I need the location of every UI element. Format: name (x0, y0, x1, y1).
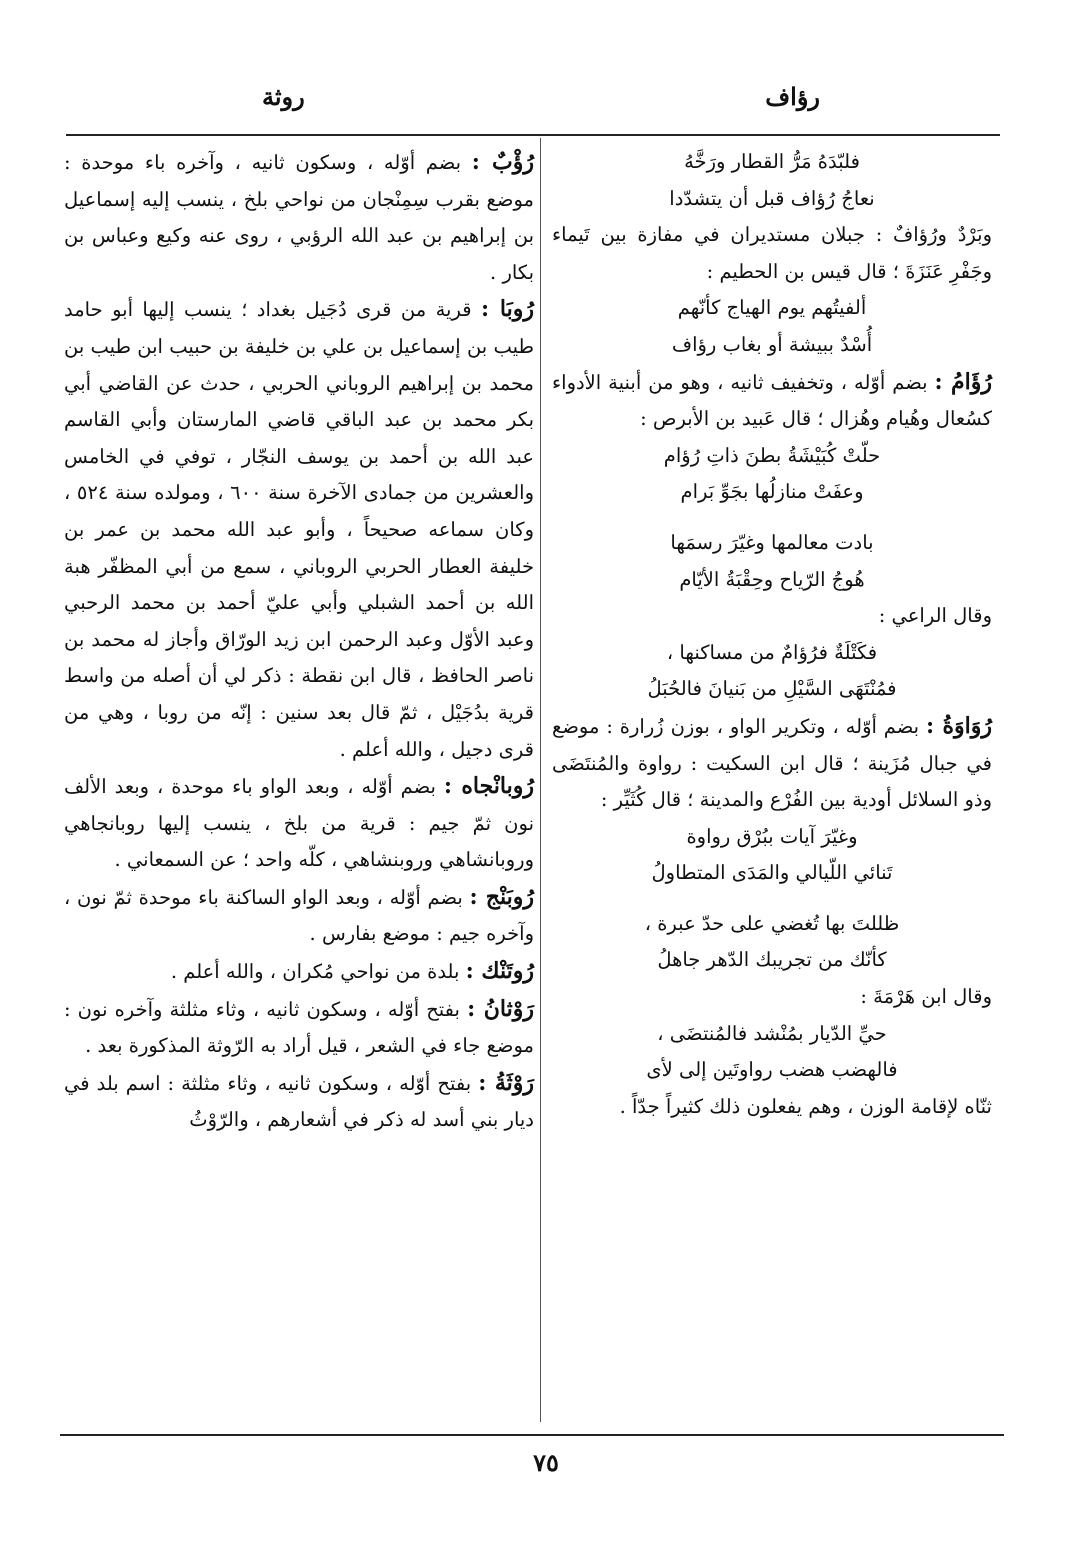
verse-line: فمُنْتَهَى السَّيْلِ من بَنيانَ فالحُبَلُ (647, 677, 897, 701)
running-head-right: رؤاف (765, 82, 820, 111)
verse-block (552, 144, 992, 217)
verse-line: ظللتَ بها تُغضي على حدّ عبرة ، (644, 911, 900, 935)
verse-block (552, 290, 992, 363)
dictionary-entry (552, 598, 992, 635)
verse-line: تَنائي اللّيالي والمَدَى المتطاولُ (651, 861, 893, 885)
verse-block (552, 1016, 992, 1089)
verse-block (552, 438, 992, 598)
dictionary-entry (64, 953, 534, 991)
entry-text: بضم أوّله ، وبعد الواو الساكنة باء موحدة ثمّ نون ، وآخره جيم : موضع بفارس . (64, 885, 534, 946)
entry-text: قرية من قرى دُجَيل بغداد ؛ ينسب إليها أبو حامد طيب بن إسماعيل بن علي بن خليفة بن حبيب ابن طيب بن محمد بن إبراهيم الروباني الحربي ، حدث عن القاضي أبي بكر محمد بن عبد الباقي قاضي المارستان وأبي القاسم عبد الله بن أحمد بن يوسف النجّار ، توفي في الخامس والعشرين من جمادى الآخرة سنة ٦٠٠ ، ومولده سنة ٥٢٤ ، وكان سماعه صحيحاً ، وأبو عبد الله محمد بن عمر بن خليفة العطار الحربي الروباني ، سمع من أبي المظفّر هبة الله بن أحمد الشبلي وأبي عليّ أحمد بن محمد الرحبي وعبد الأوّل وعبد الرحمن ابن زيد الورّاق وأجاز له محمد بن ناصر الحافظ ، قال ابن نقطة : ذكر لي أن أصله من واسط قرية بدُجَيْل ، ثمّ قال بعد سنين : إنّه من روبا ، وهي من قرى دجيل ، والله أعلم . (64, 298, 534, 761)
dictionary-entry (552, 708, 992, 819)
verse-line: وغيّرَ آيات ببُرْق رواوة (686, 824, 858, 848)
dictionary-entry (64, 1065, 534, 1139)
dictionary-entry (64, 144, 534, 291)
verse-line: حيِّ الدّيار بمُنْشد فالمُنتضَى ، (657, 1021, 887, 1045)
entry-text: بضم أوّله ، وتخفيف ثانيه ، وهو من أبنية الأدواء كسُعال وهُيام وهُزال ؛ قال عَبيد بن الأبرص : (552, 370, 992, 431)
entry-text: وقال الراعي : (878, 604, 992, 628)
dictionary-entry (552, 217, 992, 290)
verse-line: بادت معالمها وغيّرَ رسمَها (670, 530, 874, 554)
running-head-left: روثة (262, 82, 305, 111)
entry-headword: رُوتَنْك : (465, 958, 534, 985)
dictionary-entry (552, 1089, 992, 1126)
verse-line: كأنّك من تجريبك الدّهر جاهلُ (657, 948, 887, 972)
dictionary-entry (552, 979, 992, 1016)
dictionary-entry (64, 879, 534, 953)
column-divider (540, 138, 541, 1422)
verse-line: فالهضب هضب رواوتَين إلى لأى (646, 1058, 898, 1082)
verse-line: فلبّدَهُ مَرُّ القطار ورَخَّهُ (684, 150, 860, 173)
left-column (64, 144, 534, 1139)
verse-line: هُوجُ الرّياح وحِقْبَةُ الأيّام (679, 567, 865, 591)
entry-text: بلدة من نواحي مُكران ، والله أعلم . (170, 960, 460, 984)
entry-text: بفتح أوّله ، وسكون ثانيه ، وثاء مثلثة وآخره نون : موضع جاء في الشعر ، قيل أراد به الرّوثة المذكورة بعد . (64, 997, 534, 1058)
entry-text: وبَرْدٌ ورُؤافٌ : جبلان مستديران في مفازة بين تَيماء وجَفْرِ عَنَزَةَ ؛ قال قيس بن الحطيم : (552, 223, 992, 283)
entry-headword: رُؤْبٌ : (471, 149, 534, 175)
entry-headword: رُوبانْجاه : (443, 773, 534, 800)
verse-block (552, 635, 992, 708)
entry-text: وقال ابن هَرْمَةَ : (860, 985, 992, 1009)
dictionary-entry (552, 364, 992, 438)
footer-rule (60, 1434, 1004, 1436)
entry-text: بضم أوّله ، وتكرير الواو ، بوزن زُرارة : موضع في جبال مُزَينة ؛ قال ابن السكيت : رواوة والمُنتَضَى وذو السلائل أودية بين الفُرْع والمدينة ؛ قال كُثَيِّر : (552, 714, 992, 812)
entry-headword: رَوْثانُ : (467, 995, 535, 1022)
entry-text: ثنّاه لإقامة الوزن ، وهم يفعلون ذلك كثيراً جدّاً . (619, 1094, 992, 1118)
entry-headword: رُوبَنْج : (469, 883, 534, 910)
verse-line: وعفَتْ منازلُها بجَوِّ بَرام (680, 480, 864, 504)
verse-gap (572, 892, 972, 906)
dictionary-entry (64, 991, 534, 1065)
verse-line: أُسْدٌ ببيشة أو بغاب رؤاف (671, 332, 873, 356)
verse-line: فكَتْلَةٌ فرُؤامٌ من مساكنها ، (666, 640, 878, 664)
entry-text: بفتح أوّله ، وسكون ثانيه ، وثاء مثلثة : اسم بلد في ديار بني أسد له ذكر في أشعارهم ، والرّوْثُ (64, 1071, 534, 1132)
dictionary-entry (64, 768, 534, 879)
entry-headword: رَوْثَةُ : (478, 1069, 534, 1096)
entry-text: بضم أوّله ، وسكون ثانيه ، وآخره باء موحدة : موضع بقرب سِمِنْجان من نواحي بلخ ، ينسب إليه إسماعيل بن إبراهيم بن عبد الله الرؤبي ، روى عنه وكيع وعباس بن بكار . (64, 151, 534, 284)
verse-line: ألفيتُهم يوم الهياج كأنّهم (677, 296, 867, 320)
verse-block (552, 819, 992, 979)
entry-headword: رُؤَامُ : (934, 368, 992, 395)
page-number: ٧٥ (533, 1448, 559, 1477)
header-rule (66, 134, 1000, 136)
verse-gap (572, 511, 972, 525)
entry-headword: رُوَاوَةُ : (926, 712, 992, 739)
verse-line: نعاجُ رُؤاف قبل أن يتشدّدا (669, 186, 875, 210)
entry-text: بضم أوّله ، وبعد الواو باء موحدة ، وبعد الألف نون ثمّ جيم : قرية من بلخ ، ينسب إليها روبانجاهي وروبانشاهي وروبنشاهي ، كلّه واحد ؛ عن السمعاني . (64, 775, 534, 872)
dictionary-entry (64, 291, 534, 768)
verse-line: حلّتْ كُبَيْشَةُ بطنَ ذاتِ رُؤام (663, 443, 881, 467)
right-column (552, 144, 992, 1125)
entry-headword: رُوبَا : (480, 296, 535, 323)
